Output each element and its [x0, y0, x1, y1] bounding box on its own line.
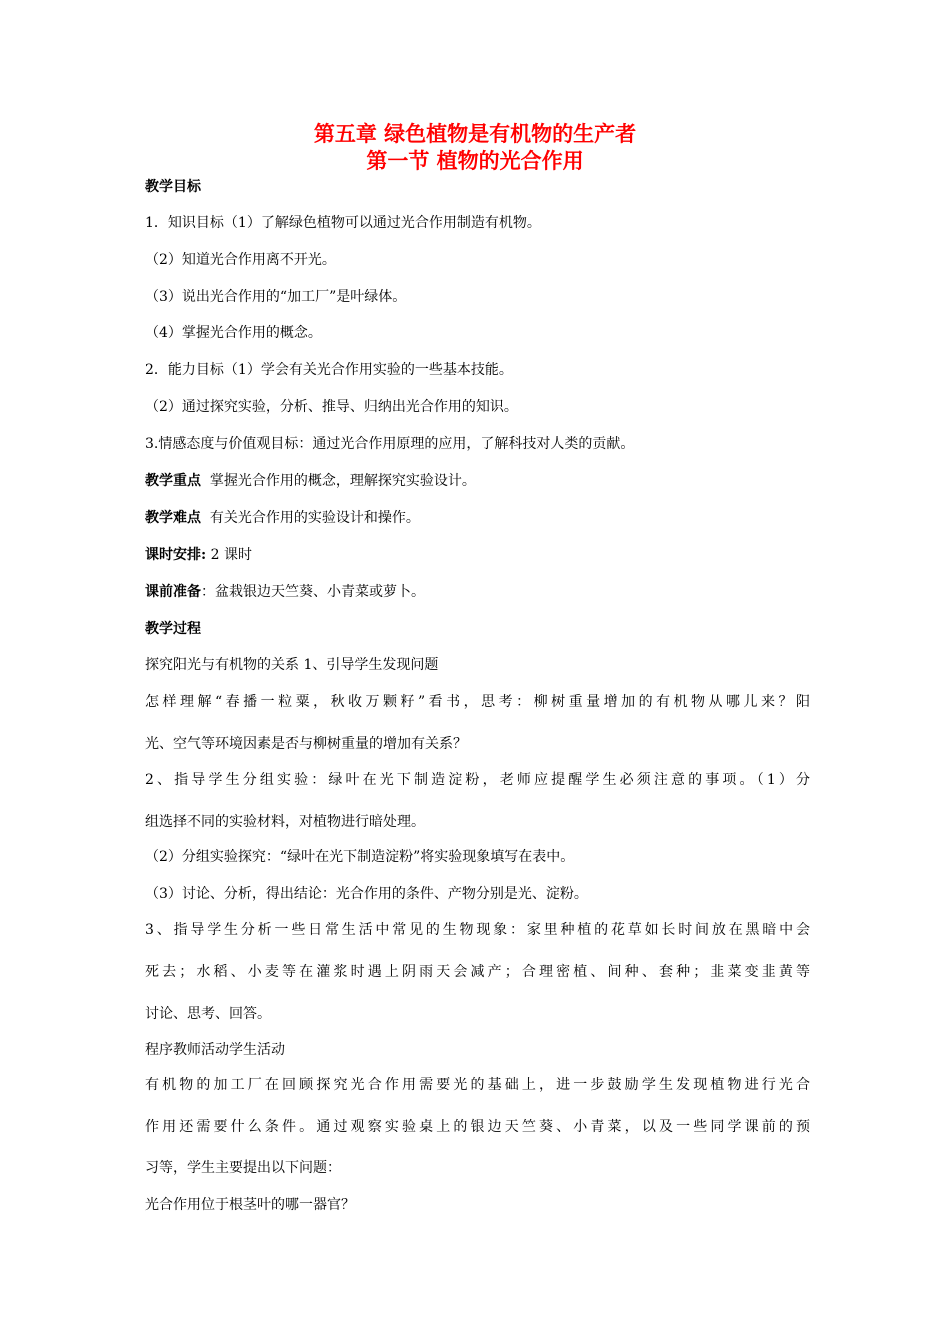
- difficulty-text: 有关光合作用的实验设计和操作。: [201, 510, 420, 526]
- process-paragraph-8-line-1: 有机物的加工厂在回顾探究光合作用需要光的基础上，进一步鼓励学生发现植物进行光合: [145, 1077, 810, 1093]
- key-point: [145, 472, 810, 490]
- objective-2-2: （2）通过探究实验，分析、推导、归纳出光合作用的知识。: [145, 399, 518, 415]
- objective-2: 2．能力目标（1）学会有关光合作用实验的一些基本技能。: [145, 362, 513, 378]
- objective-1-3: （3）说出光合作用的“加工厂”是叶绿体。: [145, 289, 407, 305]
- heading-objectives: 教学目标: [145, 179, 201, 195]
- key-point-text: 掌握光合作用的概念，理解探究实验设计。: [201, 473, 476, 489]
- schedule-label: 课时安排:: [145, 547, 207, 563]
- process-paragraph-2-line-2: 光、空气等环境因素是否与柳树重量的增加有关系？: [145, 736, 467, 752]
- objective-1-4: （4）掌握光合作用的概念。: [145, 325, 322, 341]
- process-paragraph-6-line-3: 讨论、思考、回答。: [145, 1006, 271, 1022]
- objective-1: 1．知识目标（1）了解绿色植物可以通过光合作用制造有机物。: [145, 215, 541, 231]
- process-paragraph-2-line-1: 怎样理解“春播一粒粟，秋收万颗籽”看书，思考：柳树重量增加的有机物从哪儿来？阳: [145, 694, 810, 710]
- heading-process: 教学过程: [145, 621, 201, 637]
- process-paragraph-4: （2）分组实验探究：“绿叶在光下制造淀粉”将实验现象填写在表中。: [145, 849, 575, 865]
- process-paragraph-6-line-1: 3、指导学生分析一些日常生活中常见的生物现象：家里种植的花草如长时间放在黑暗中会: [145, 922, 810, 938]
- process-paragraph-8-line-2: 作用还需要什么条件。通过观察实验桌上的银边天竺葵、小青菜，以及一些同学课前的预: [145, 1119, 810, 1135]
- objective-3: 3.情感态度与价值观目标：通过光合作用原理的应用，了解科技对人类的贡献。: [145, 436, 635, 452]
- process-paragraph-7: 程序教师活动学生活动: [145, 1042, 285, 1058]
- schedule: [145, 546, 810, 564]
- process-paragraph-8-line-3: 习等，学生主要提出以下问题：: [145, 1160, 341, 1176]
- objective-1-2: （2）知道光合作用离不开光。: [145, 252, 336, 268]
- section-title: 第一节 植物的光合作用: [366, 148, 584, 173]
- process-paragraph-6-line-2: 死去；水稻、小麦等在灌浆时遇上阴雨天会减产；合理密植、间种、套种；韭菜变韭黄等: [145, 964, 810, 980]
- process-paragraph-3-line-1: 2、指导学生分组实验：绿叶在光下制造淀粉，老师应提醒学生必须注意的事项。（1）分: [145, 772, 810, 788]
- difficulty-label: 教学难点: [145, 510, 201, 526]
- chapter-title: 第五章 绿色植物是有机物的生产者: [313, 121, 637, 146]
- difficulty: [145, 509, 810, 527]
- preparation-text: ：盆栽银边天竺葵、小青菜或萝卜。: [201, 584, 425, 600]
- preparation: [145, 583, 810, 601]
- process-paragraph-3-line-2: 组选择不同的实验材料，对植物进行暗处理。: [145, 814, 425, 830]
- key-point-label: 教学重点: [145, 473, 201, 489]
- preparation-label: 课前准备: [145, 584, 201, 600]
- process-paragraph-5: （3）讨论、分析，得出结论：光合作用的条件、产物分别是光、淀粉。: [145, 886, 588, 902]
- process-paragraph-1: 探究阳光与有机物的关系 1、引导学生发现问题: [145, 657, 439, 673]
- schedule-text: 2 课时: [206, 547, 252, 563]
- title-block: [0, 120, 950, 174]
- process-paragraph-9: 光合作用位于根茎叶的哪一器官？: [145, 1197, 355, 1213]
